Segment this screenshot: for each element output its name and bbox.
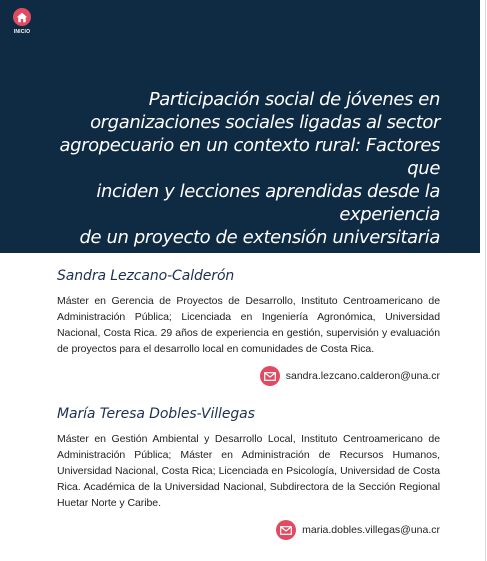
author-card: [57, 268, 440, 386]
home-icon[interactable]: [13, 8, 31, 26]
author-name: Sandra Lezcano-Calderón: [57, 268, 235, 284]
mail-icon[interactable]: [260, 366, 280, 386]
article-title-line: Participación social de jóvenes en: [148, 89, 440, 110]
article-title: [45, 88, 440, 249]
author-email-row[interactable]: [57, 520, 440, 540]
article-title-line: inciden y lecciones aprendidas desde la experiencia: [96, 181, 440, 225]
home-button[interactable]: [10, 8, 34, 35]
author-email[interactable]: maria.dobles.villegas@una.cr: [302, 524, 440, 536]
author-email[interactable]: sandra.lezcano.calderon@una.cr: [285, 370, 440, 382]
author-bio: Máster en Gerencia de Proyectos de Desarrollo, Instituto Centroamericano de Administración Pública; Licenciada en Ingeniería Agronómica, Universidad Nacional, Costa Rica. 29 años de experiencia en gestión, supervisión y evaluación de proyectos para el desarrollo local en comunidades de Costa Rica.: [57, 295, 440, 355]
author-card: [57, 406, 440, 540]
home-label[interactable]: INICIO: [13, 29, 31, 35]
author-bio: Máster en Gestión Ambiental y Desarrollo Local, Instituto Centroamericano de Administración Pública; Máster en Administración de Recursos Humanos, Universidad Nacional, Costa Rica; Licenciada en Psicología, Universidad de Costa Rica. Académica de la Universidad Nacional, Subdirectora de la Sección Regional Huetar Norte y Caribe.: [57, 433, 440, 509]
article-title-line: de un proyecto de extensión universitaria: [79, 227, 440, 248]
article-title-line: agropecuario en un contexto rural: Factores que: [59, 135, 440, 179]
mail-icon[interactable]: [276, 520, 296, 540]
author-email-row[interactable]: [57, 366, 440, 386]
article-title-line: organizaciones sociales ligadas al sector: [90, 112, 440, 133]
page-edge-line: [485, 0, 486, 561]
author-name: María Teresa Dobles-Villegas: [57, 406, 255, 422]
